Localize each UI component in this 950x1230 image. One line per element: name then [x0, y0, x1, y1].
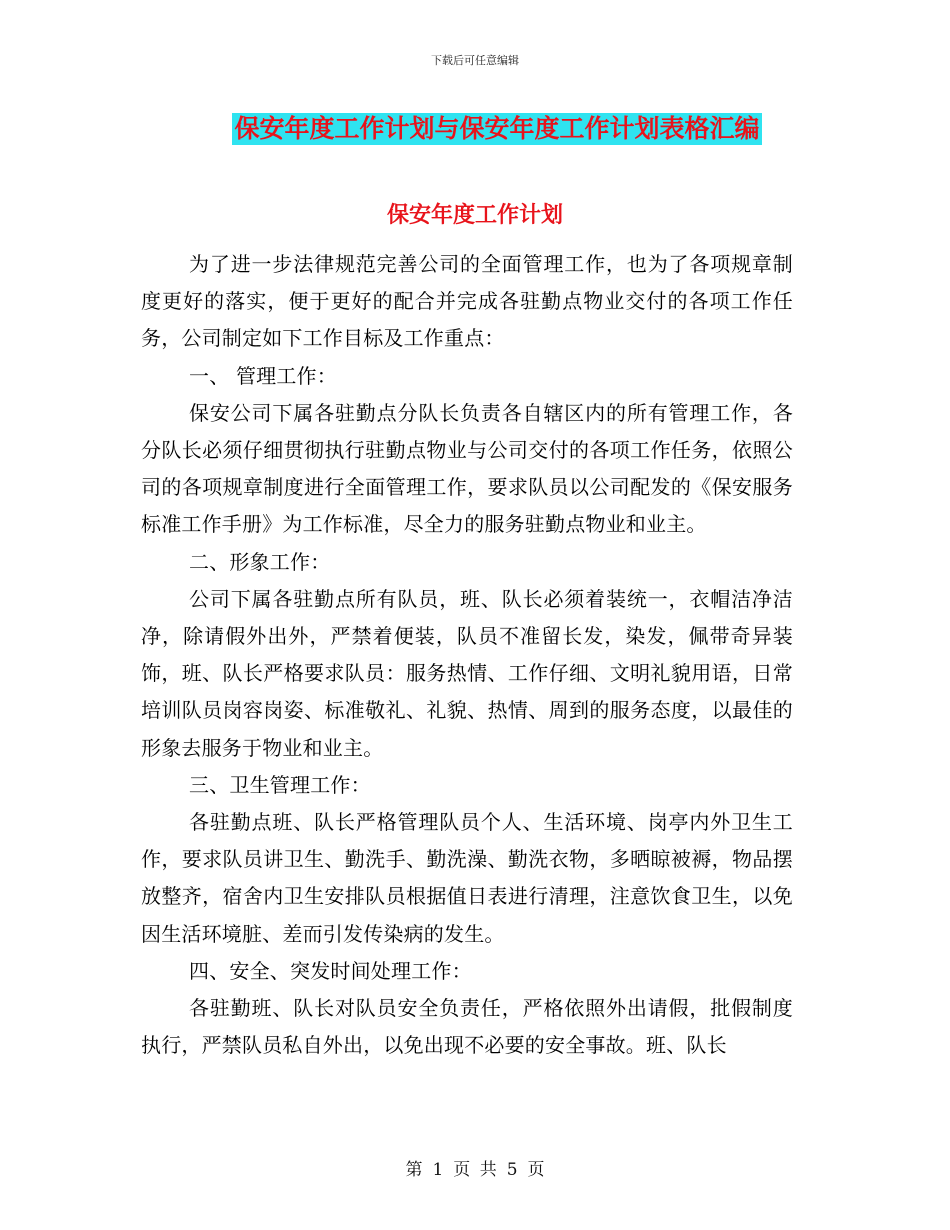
main-title-container: [0, 113, 950, 145]
main-title: 保安年度工作计划与保安年度工作计划表格汇编: [234, 114, 760, 143]
paragraph-safety: 各驻勤班、队长对队员安全负责任，严格依照外出请假，批假制度执行，严禁队员私自外出，以免出现不必要的安全事故。班、队长: [141, 996, 793, 1058]
page-number: 1: [432, 1160, 444, 1180]
paragraph-image: 公司下属各驻勤点所有队员，班、队长必须着装统一，衣帽洁净洁净，除请假外出外，严禁着便装，队员不准留长发，染发，佩带奇异装饰，班、队长严格要求队员：服务热情、工作仔细、文明礼貌用语，日常培训队员岗容岗姿、标准敬礼、礼貌、热情、周到的服务态度，以最佳的形象去服务于物业和业主。: [141, 586, 793, 760]
footer-prefix: 第: [405, 1160, 423, 1180]
paragraph-intro: 为了进一步法律规范完善公司的全面管理工作，也为了各项规章制度更好的落实，便于更好的配合并完成各驻勤点物业交付的各项工作任务，公司制定如下工作目标及工作重点：: [141, 252, 793, 351]
header-note: 下载后可任意编辑: [431, 54, 519, 67]
paragraph-hygiene: 各驻勤点班、队长严格管理队员个人、生活环境、岗亭内外卫生工作，要求队员讲卫生、勤洗手、勤洗澡、勤洗衣物，多晒晾被褥，物品摆放整齐，宿舍内卫生安排队员根据值日表进行清理，注意饮食卫生，以免因生活环境脏、差而引发传染病的发生。: [141, 810, 793, 946]
heading-safety: 四、安全、突发时间处理工作：: [189, 958, 472, 983]
heading-management: 一、 管理工作：: [189, 363, 337, 388]
paragraph-management: 保安公司下属各驻勤点分队长负责各自辖区内的所有管理工作，各分队长必须仔细贯彻执行驻勤点物业与公司交付的各项工作任务，依照公司的各项规章制度进行全面管理工作，要求队员以公司配发的《保安服务标准工作手册》为工作标准，尽全力的服务驻勤点物业和业主。: [141, 400, 793, 537]
footer-mid: 页 共: [453, 1160, 497, 1180]
heading-hygiene: 三、卫生管理工作：: [189, 772, 371, 797]
heading-image: 二、形象工作：: [189, 549, 331, 574]
total-pages: 5: [506, 1160, 518, 1180]
page-footer: [0, 1155, 950, 1180]
footer-suffix: 页: [527, 1160, 545, 1180]
body-text: [141, 246, 793, 1064]
section-title: 保安年度工作计划: [386, 202, 563, 228]
